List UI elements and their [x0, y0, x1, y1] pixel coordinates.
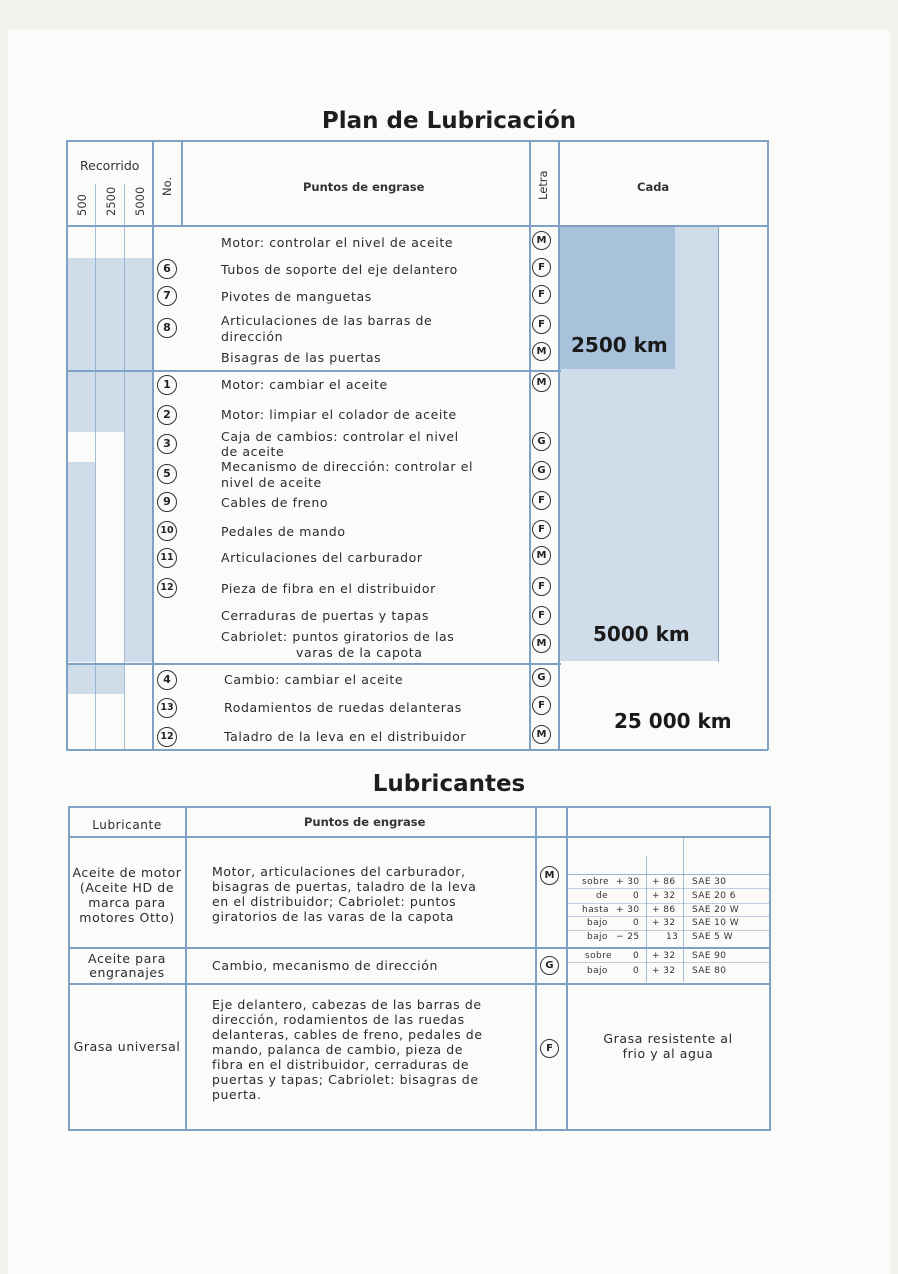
point-number-badge: 7	[157, 286, 177, 306]
grease-note: Grasa resistente al frio y al agua	[603, 1031, 733, 1061]
point-number-badge: 12	[157, 578, 177, 598]
point-number-badge: 11	[157, 548, 177, 568]
letter-badge: G	[532, 461, 551, 480]
letter-badge: G	[540, 956, 559, 975]
letter-badge: F	[532, 577, 551, 596]
letter-badge: F	[532, 315, 551, 334]
lubricant-points: Cambio, mecanismo de dirección	[212, 958, 439, 973]
letter-badge: F	[532, 258, 551, 277]
point-number-badge: 8	[157, 318, 177, 338]
point-number-badge: 6	[157, 259, 177, 279]
col-5000-header: 5000	[133, 186, 147, 216]
point-number-badge: 4	[157, 670, 177, 690]
point-number-badge: 12	[157, 727, 177, 747]
letter-badge: M	[532, 546, 551, 565]
point-number-badge: 9	[157, 492, 177, 512]
interval-2500-label: 2500 km	[571, 333, 668, 357]
lubricante-header: Lubricante	[92, 818, 162, 832]
letter-badge: F	[540, 1039, 559, 1058]
no-header: No.	[160, 176, 174, 196]
point-number-badge: 13	[157, 698, 177, 718]
letter-badge: F	[532, 606, 551, 625]
point-number-badge: 1	[157, 375, 177, 395]
puntos-header: Puntos de engrase	[303, 180, 425, 194]
letter-badge: M	[532, 725, 551, 744]
point-number-badge: 10	[157, 521, 177, 541]
letter-badge: M	[532, 373, 551, 392]
letter-badge: F	[532, 491, 551, 510]
letter-badge: M	[540, 866, 559, 885]
letter-badge: M	[532, 231, 551, 250]
point-number-badge: 2	[157, 405, 177, 425]
interval-25000-label: 25 000 km	[614, 709, 732, 733]
cada-header: Cada	[637, 180, 670, 194]
recorrido-header: Recorrido	[80, 158, 140, 173]
letter-badge: F	[532, 285, 551, 304]
letter-badge: F	[532, 696, 551, 715]
lubricant-name: Grasa universal	[73, 1039, 181, 1054]
col-500-header: 500	[75, 194, 89, 216]
plan-title: Plan de Lubricación	[321, 108, 577, 134]
lubricantes-title: Lubricantes	[372, 771, 526, 797]
letter-badge: G	[532, 668, 551, 687]
lubricant-name: Aceite para engranajes	[88, 951, 166, 980]
letter-badge: F	[532, 520, 551, 539]
puntos-header-2: Puntos de engrase	[304, 815, 426, 829]
letter-badge: M	[532, 634, 551, 653]
lubricant-points: Eje delantero, cabezas de las barras de dirección, rodamientos de las ruedas delanteras, cables de freno, pedales de mando, palanca de cambio, pieza de fibra en el distribuidor, cerraduras de puertas y tapas; Cabriolet: bisagras de puerta.	[212, 997, 483, 1102]
point-number-badge: 5	[157, 464, 177, 484]
letter-badge: M	[532, 342, 551, 361]
letter-badge: G	[532, 432, 551, 451]
interval-5000-label: 5000 km	[593, 622, 690, 646]
col-2500-header: 2500	[104, 186, 118, 216]
letra-header: Letra	[536, 170, 550, 200]
point-number-badge: 3	[157, 434, 177, 454]
lubricant-name: Aceite de motor (Aceite HD de marca para motores Otto)	[72, 865, 182, 925]
lubricant-points: Motor, articulaciones del carburador, bisagras de puertas, taladro de la leva en el distribuidor; Cabriolet: puntos giratorios de las varas de la capota	[212, 864, 477, 924]
